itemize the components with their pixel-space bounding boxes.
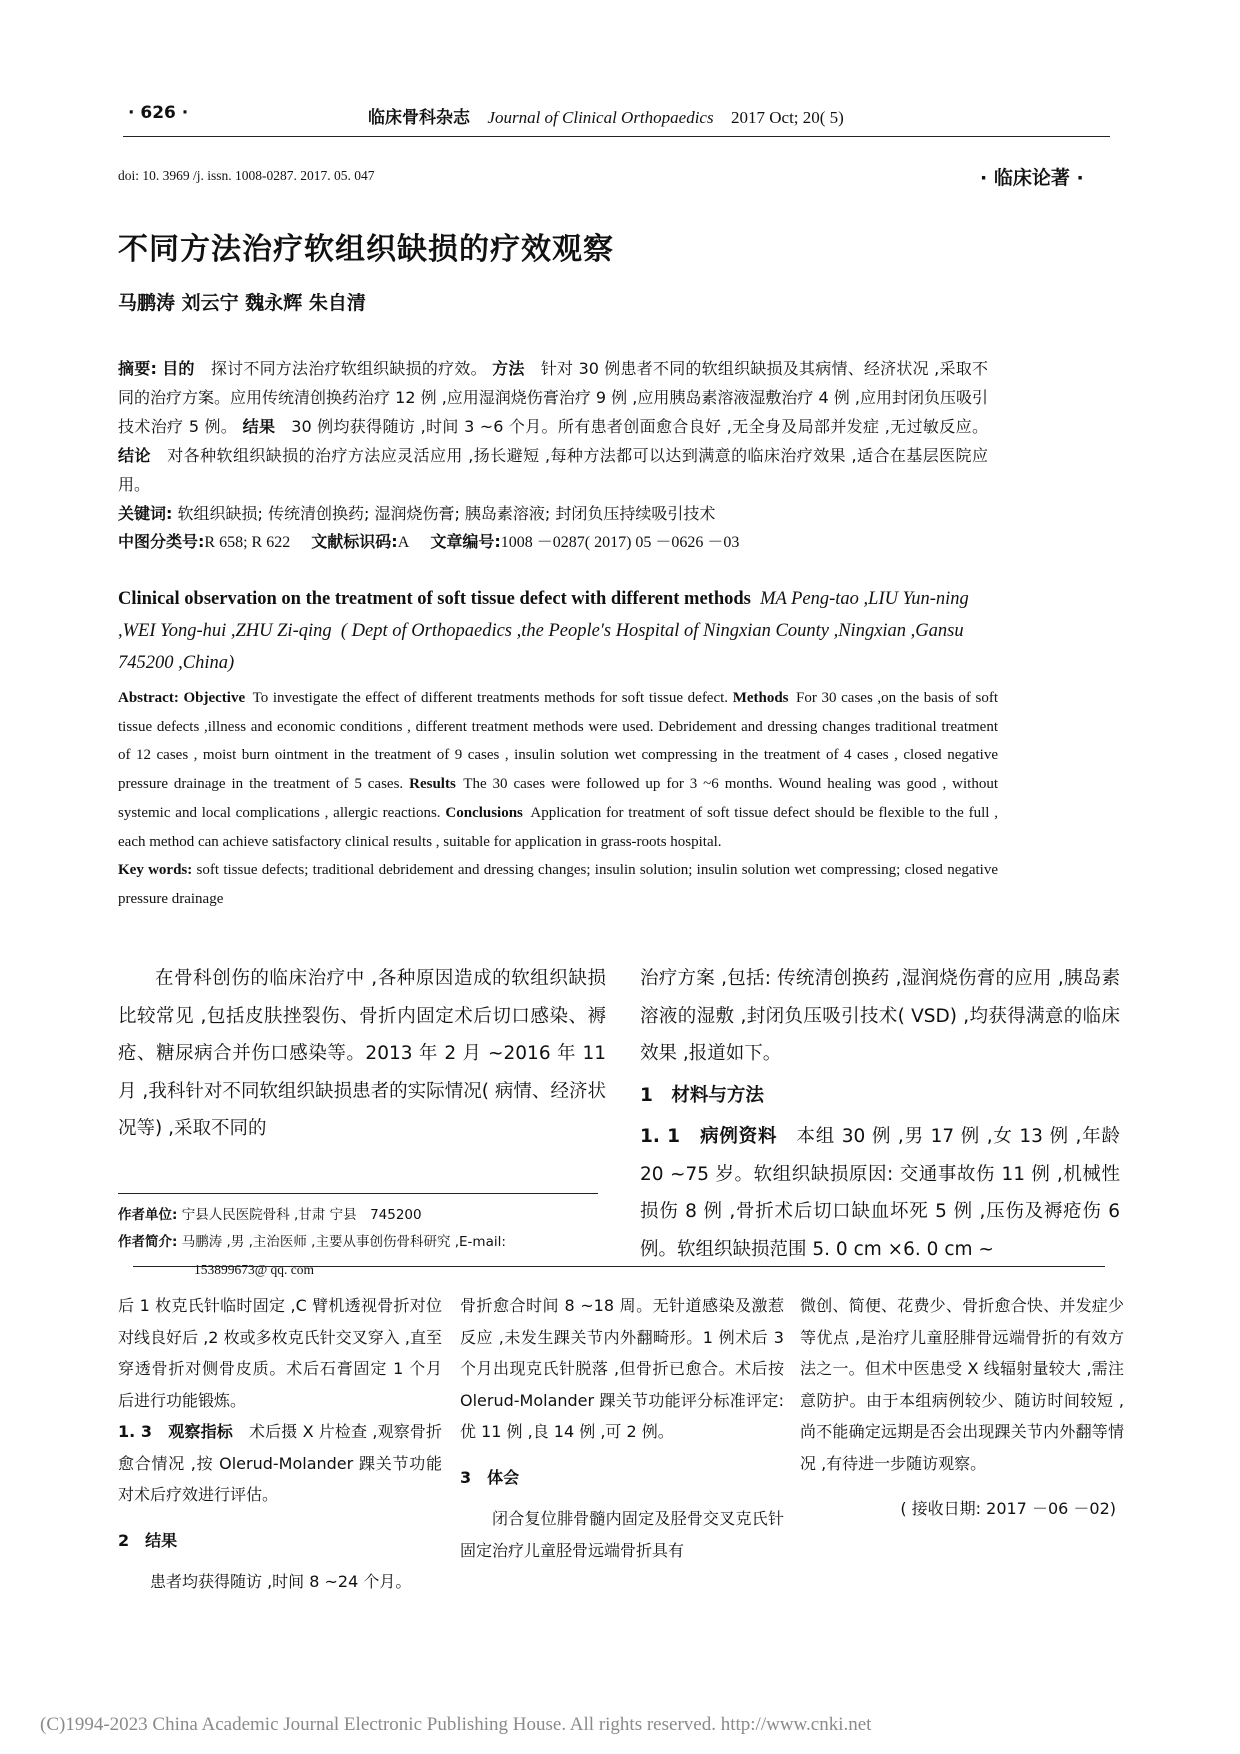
abstract-en (118, 684, 998, 914)
objective-label: 目的 (162, 359, 195, 378)
article-number-value: 1008 －0287( 2017) 05 －0626 －03 (500, 534, 740, 551)
intro-left-column: 在骨科创伤的临床治疗中 ,各种原因造成的软组织缺损比较常见 ,包括皮肤挫裂伤、骨折内固定术后切口感染、褥疮、糖尿病合并伤口感染等。2013 年 2 月 ~2016 年 11 月 ,我科针对不同软组织缺损患者的实际情况( 病情、经济状况等) ,采取不同的 (118, 968, 606, 1139)
abstract-label: 摘要: (118, 359, 157, 378)
author-bio (118, 1229, 618, 1256)
keywords-en-text: soft tissue defects; traditional debridement and dressing changes; insulin solution; insulin solution wet compressing; closed negative pressure drainage (118, 862, 998, 907)
sub-1-3-label: 1. 3 观察指标 (118, 1422, 233, 1441)
keywords-text: 软组织缺损; 传统清创换药; 湿润烧伤膏; 胰岛素溶液; 封闭负压持续吸引技术 (177, 504, 716, 523)
intro-continuation: 治疗方案 ,包括: 传统清创换药 ,湿润烧伤膏的应用 ,胰岛素溶液的湿敷 ,封闭负压吸引技术( VSD) ,均获得满意的临床效果 ,报道如下。 (640, 968, 1120, 1064)
article-number-label: 文章编号: (430, 532, 501, 551)
section-3-heading: 3 体会 (460, 1467, 520, 1487)
doi: doi: 10. 3969 /j. issn. 1008-0287. 2017. 05. 047 (118, 168, 375, 183)
observation-paragraph (118, 1416, 442, 1511)
case-data-paragraph (640, 1118, 1120, 1268)
section-1-heading: 1 材料与方法 (640, 1084, 764, 1106)
classification-line (118, 527, 998, 557)
section-tag: · 临床论著 · (980, 167, 1084, 189)
article-title: 不同方法治疗软组织缺损的疗效观察 (118, 232, 614, 267)
results-paragraph: 患者均获得随访 ,时间 8 ~24 个月。 (150, 1572, 412, 1591)
author-email: 153899673@ qq. com (194, 1262, 315, 1277)
objective-en-label: Objective (183, 690, 246, 706)
section-2-heading: 2 结果 (118, 1530, 178, 1550)
author-unit-label: 作者单位: (118, 1207, 178, 1223)
lower-column-3 (800, 1290, 1124, 1525)
english-title: Clinical observation on the treatment of soft tissue defect with different methods (118, 589, 751, 609)
col1-paragraph: 后 1 枚克氏针临时固定 ,C 臂机透视骨折对位对线良好后 ,2 枚或多枚克氏针交叉穿入 ,直至穿透骨折对侧骨皮质。术后石膏固定 1 个月后进行功能锻炼。 (118, 1296, 442, 1410)
methods-label: 方法 (492, 359, 525, 378)
english-affiliation: ( Dept of Orthopaedics ,the People′s Hospital of Ningxian County ,Ningxian ,Gansu 745200 ,China) (118, 621, 964, 673)
abstract-en-label: Abstract: (118, 690, 179, 706)
results-text: 30 例均获得随访 ,时间 3 ~6 个月。所有患者创面愈合良好 ,无全身及局部并发症 ,无过敏反应。 (291, 417, 988, 436)
copyright-footer: (C)1994-2023 China Academic Journal Electronic Publishing House. All rights reserved. http://www.cnki.net (40, 1714, 872, 1735)
author-bio-text: 马鹏涛 ,男 ,主治医师 ,主要从事创伤骨科研究 ,E-mail: (181, 1234, 506, 1250)
header-rule (123, 136, 1110, 137)
col2-paragraph: 骨折愈合时间 8 ~18 周。无针道感染及激惹反应 ,未发生踝关节内外翻畸形。1 例术后 3 个月出现克氏针脱落 ,但骨折已愈合。术后按 Olerud-Molander 踝关节功能评分标准评定: 优 11 例 ,良 14 例 ,可 2 例。 (460, 1296, 784, 1441)
results-en-label: Results (409, 776, 456, 793)
author-unit (118, 1202, 618, 1229)
authors: 马鹏涛 刘云宁 魏永辉 朱自清 (118, 292, 366, 314)
results-label: 结果 (242, 417, 276, 436)
received-date: ( 接收日期: 2017 －06 －02) (900, 1499, 1116, 1518)
english-title-block (118, 583, 998, 679)
results-en-text: The 30 cases were followed up for 3 ~6 months. Wound healing was good , without systemic and local complications , allergic reactions. (118, 776, 999, 821)
author-footnote (118, 1202, 618, 1283)
english-authors: MA Peng-tao ,LIU Yun-ning ,WEI Yong-hui ,ZHU Zi-qing (118, 589, 969, 641)
methods-en-text: For 30 cases ,on the basis of soft tissue defects ,illness and economic conditions , different treatment methods were used. Debridement and dressing changes traditional treatment of 12 cases , moist burn ointment in the treatment of 9 cases , insulin solution wet compressing in the treatment of 4 cases , closed negative pressure drainage in the treatment of 5 cases. (118, 690, 999, 793)
methods-text: 针对 30 例患者不同的软组织缺损及其病情、经济状况 ,采取不同的治疗方案。应用传统清创换药治疗 12 例 ,应用湿润烧伤膏治疗 9 例 ,应用胰岛素溶液湿敷治疗 4 例 ,应用封闭负压吸引技术治疗 5 例。 (118, 359, 988, 436)
keywords-en-label: Key words: (118, 862, 193, 879)
lower-column-1 (118, 1290, 442, 1598)
conclusions-en-text: Application for treatment of soft tissue defect should be flexible to the full , each method can achieve satisfactory clinical results , suitable for application in grass-roots hospital. (118, 804, 999, 850)
lower-column-2 (460, 1290, 784, 1566)
page-number: · 626 · (128, 103, 189, 123)
author-bio-label: 作者简介: (118, 1234, 178, 1250)
sub-1-1-label: 1. 1 病例资料 (640, 1126, 778, 1147)
methods-en-label: Methods (732, 690, 789, 706)
sub-1-3-text: 术后摄 X 片检查 ,观察骨折愈合情况 ,按 Olerud-Molander 踝关节功能对术后疗效进行评估。 (118, 1422, 442, 1504)
author-unit-text: 宁县人民医院骨科 ,甘肃 宁县 745200 (181, 1207, 422, 1223)
journal-name-en: Journal of Clinical Orthopaedics (487, 108, 714, 127)
clc-value: R 658; R 622 (204, 534, 291, 551)
keywords-label: 关键词: (118, 504, 173, 523)
journal-name-cn: 临床骨科杂志 (368, 108, 470, 128)
conclusion-text: 对各种软组织缺损的治疗方法应灵活应用 ,扬长避短 ,每种方法都可以达到满意的临床治疗效果 ,适合在基层医院应用。 (118, 446, 988, 494)
abstract-cn (118, 354, 988, 499)
article-separator (133, 1266, 1105, 1267)
conclusions-en-label: Conclusions (445, 804, 523, 821)
sub-1-1-text: 本组 30 例 ,男 17 例 ,女 13 例 ,年龄 20 ~75 岁。软组织缺损原因: 交通事故伤 11 例 ,机械性损伤 8 例 ,骨折术后切口缺血坏死 5 例 ,压伤及褥疮伤 6 例。软组织缺损范围 5. 0 cm ×6. 0 cm ~ (640, 1126, 1120, 1260)
objective-en-text: To investigate the effect of different treatments methods for soft tissue defect. (252, 690, 729, 706)
discussion-paragraph: 闭合复位腓骨髓内固定及胫骨交叉克氏针固定治疗儿童胫骨远端骨折具有 (460, 1509, 784, 1560)
keywords-cn (118, 499, 998, 528)
col3-paragraph: 微创、简便、花费少、骨折愈合快、并发症少等优点 ,是治疗儿童胫腓骨远端骨折的有效方法之一。但术中医患受 X 线辐射量较大 ,需注意防护。由于本组病例较少、随访时间较短 ,尚不能确定远期是否会出现踝关节内外翻等情况 ,有待进一步随访观察。 (800, 1296, 1124, 1473)
clc-label: 中图分类号: (118, 532, 205, 551)
conclusion-label: 结论 (118, 446, 151, 465)
objective-text: 探讨不同方法治疗软组织缺损的疗效。 (210, 359, 487, 378)
doc-code-label: 文献标识码: (311, 532, 398, 551)
intro-right-column (640, 960, 1120, 1268)
issue-info: 2017 Oct; 20( 5) (731, 108, 844, 127)
footnote-rule (118, 1193, 598, 1194)
doc-code-value: A (397, 534, 410, 551)
running-header (368, 103, 844, 128)
